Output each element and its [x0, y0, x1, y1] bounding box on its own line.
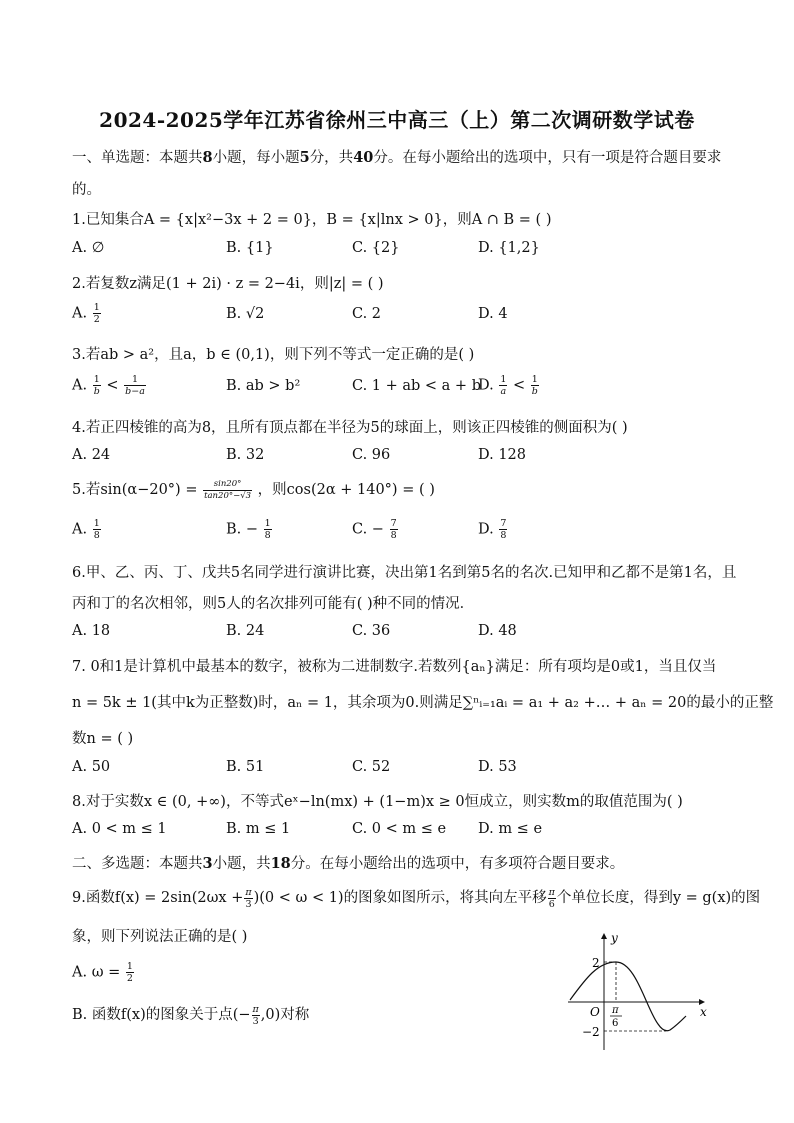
q4-option-b: B. 32 [226, 447, 265, 463]
q7-option-b: B. 51 [226, 759, 265, 775]
q5-option-a: A. $\frac{1}{8}$ [72, 518, 100, 541]
section-2-header: 二、多选题：本题共3小题，共18分。在每小题给出的选项中，有多项符合题目要求。 [72, 855, 625, 872]
question-9-line-2: 象，则下列说法正确的是( ) [72, 929, 248, 945]
section-1-header-cont: 的。 [72, 182, 101, 198]
q5-option-c: C. − $\frac{7}{8}$ [352, 518, 397, 541]
x-tick-denominator: 6 [612, 1018, 619, 1029]
origin-label: O [590, 1005, 600, 1019]
q6-option-c: C. 36 [352, 623, 391, 639]
q8-option-c: C. 0 < m ≤ e [352, 821, 447, 837]
q2-option-a: A. $\frac{1}{2}$ [72, 302, 100, 325]
q4-option-c: C. 96 [352, 447, 391, 463]
q6-option-d: D. 48 [478, 623, 517, 639]
y-max-label: 2 [592, 956, 600, 970]
q2-option-c: C. 2 [352, 306, 382, 322]
question-3: 3.若ab > a²，且a，b ∈ (0,1)，则下列不等式一定正确的是( ) [72, 347, 475, 363]
fraction: $\frac{1}{2}$ [93, 302, 100, 325]
question-8: 8.对于实数x ∈ (0, +∞)，不等式eˣ−ln(mx) + (1−m)x ≥ 0恒成立，则实数m的取值范围为( ) [72, 794, 683, 810]
q4-option-d: D. 128 [478, 447, 527, 463]
q3-option-d: D. $\frac{1}{a}$ < $\frac{1}{b}$ [478, 374, 538, 397]
q5-option-b: B. − $\frac{1}{8}$ [226, 518, 271, 541]
q1-option-a: A. ∅ [72, 240, 105, 256]
q9-option-b: B. 函数f(x)的图象关于点(− $\frac{\pi}{3}$ ,0)对称 [72, 1003, 310, 1027]
q7-option-c: C. 52 [352, 759, 391, 775]
q5-option-d: D. $\frac{7}{8}$ [478, 518, 507, 541]
q3-option-a: A. $\frac{1}{b}$ < $\frac{1}{b-a}$ [72, 374, 145, 397]
sine-graph-figure [558, 928, 720, 1056]
q8-option-a: A. 0 < m ≤ 1 [72, 821, 167, 837]
q4-option-a: A. 24 [72, 447, 111, 463]
q3-option-b: B. ab > b² [226, 378, 301, 394]
question-7-line-3: 数n = ( ) [72, 731, 134, 747]
q6-option-a: A. 18 [72, 623, 111, 639]
question-1: 1.已知集合A = {x|x²−3x + 2 = 0}，B = {x|lnx > 0}，则A ∩ B = ( ) [72, 212, 552, 228]
x-tick-numerator: π [612, 1005, 619, 1016]
question-4: 4.若正四棱锥的高为8，且所有顶点都在半径为5的球面上，则该正四棱锥的侧面积为( ) [72, 420, 628, 436]
q6-option-b: B. 24 [226, 623, 265, 639]
x-axis-label: x [700, 1005, 707, 1019]
section-1-header: 一、单选题：本题共8小题，每小题5分，共40分。在每小题给出的选项中，只有一项是符合题目要求 [72, 149, 722, 166]
q7-option-a: A. 50 [72, 759, 111, 775]
q3-option-c: C. 1 + ab < a + b [352, 378, 481, 394]
question-9-line-1: 9.函数f(x) = 2sin(2ωx + $\frac{\pi}{3}$ )(0 < ω < 1)的图象如图所示，将其向左平移 $\frac{\pi}{6}$ 个单位长度，得到y = g(x)的图 [72, 886, 761, 910]
y-min-label: −2 [582, 1025, 600, 1039]
q2-option-b: B. √2 [226, 306, 265, 322]
q2-option-d: D. 4 [478, 306, 508, 322]
question-5: 5.若sin(α−20°) = $\frac{\sin 20^\circ}{\tan 20^\circ-√3}$ ，则cos(2α + 140°) = ( ) [72, 478, 435, 501]
q1-option-b: B. {1} [226, 240, 274, 256]
question-7-line-1: 7. 0和1是计算机中最基本的数字，被称为二进制数字.若数列{aₙ}满足：所有项均是0或1，当且仅当 [72, 659, 717, 675]
q8-option-d: D. m ≤ e [478, 821, 543, 837]
q7-option-d: D. 53 [478, 759, 517, 775]
q8-option-b: B. m ≤ 1 [226, 821, 291, 837]
q1-option-d: D. {1,2} [478, 240, 540, 256]
sine-curve [570, 962, 686, 1031]
question-6-line-2: 丙和丁的名次相邻，则5人的名次排列可能有( )种不同的情况． [72, 596, 475, 612]
q1-option-c: C. {2} [352, 240, 400, 256]
question-6-line-1: 6.甲、乙、丙、丁、戊共5名同学进行演讲比赛，决出第1名到第5名的名次.已知甲和乙都不是第1名，且 [72, 565, 737, 581]
question-2: 2.若复数z满足(1 + 2i) · z = 2−4i，则|z| = ( ) [72, 276, 384, 292]
q9-option-a: A. ω = $\frac{1}{2}$ [72, 961, 133, 984]
question-7-line-2: n = 5k ± 1(其中k为正整数)时，aₙ = 1，其余项为0.则满足∑ⁿᵢ₌₁aᵢ = a₁ + a₂ +… + aₙ = 20的最小的正整 [72, 695, 774, 711]
page-title: 2024-2025学年江苏省徐州三中高三（上）第二次调研数学试卷 [99, 108, 695, 132]
y-axis-label: y [611, 931, 618, 945]
